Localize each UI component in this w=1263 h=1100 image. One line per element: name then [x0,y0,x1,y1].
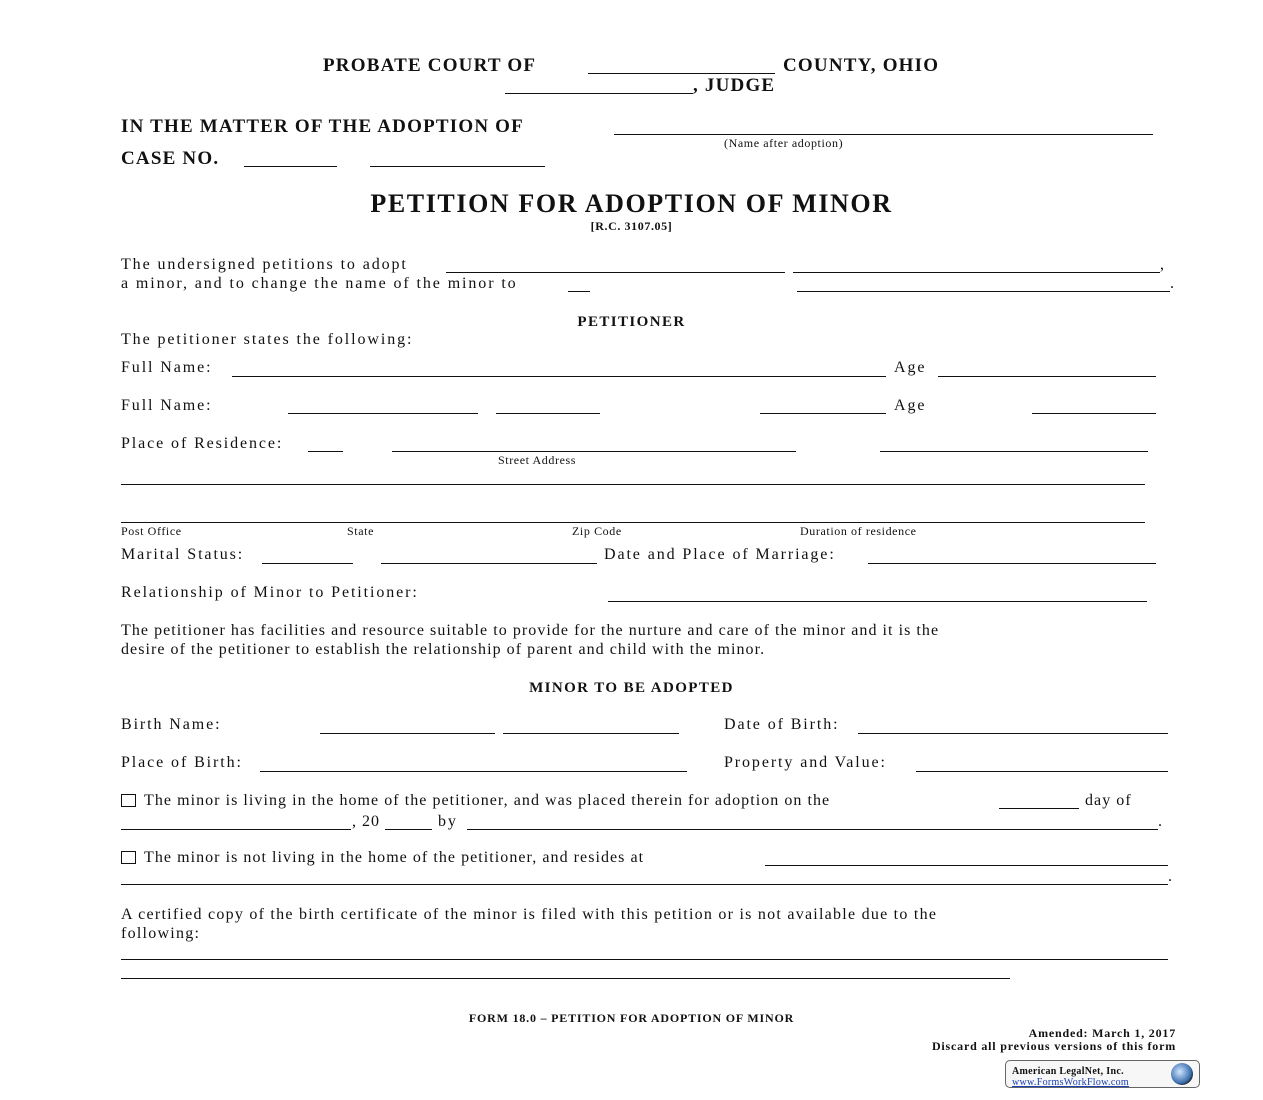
certificate-text-1: A certified copy of the birth certificate of the minor is filed with this petition or is not available due to the [121,906,938,923]
full-name-label-1: Full Name: [121,359,213,376]
logo-url-link[interactable]: www.FormsWorkFlow.com [1012,1077,1129,1088]
zip-caption: Zip Code [572,524,622,538]
matter-label: IN THE MATTER OF THE ADOPTION OF [121,116,524,137]
facilities-paragraph-1: The petitioner has facilities and resource suitable to provide for the nurture and care of the minor and it is the [121,622,940,639]
year-prefix: , 20 [352,813,380,830]
intro-line-1: The undersigned petitions to adopt [121,256,408,273]
pob-label: Place of Birth: [121,754,243,771]
placement-month-field[interactable] [121,829,351,830]
period-3: . [1168,868,1174,885]
age-label-1: Age [894,359,927,376]
not-living-text: The minor is not living in the home of the petitioner, and resides at [144,849,645,866]
dob-label: Date of Birth: [724,716,840,733]
marital-status-field-2[interactable] [381,563,597,564]
petitioner-heading: PETITIONER [577,314,686,330]
age-field-2[interactable] [1032,413,1156,414]
statute-reference: [R.C. 3107.05] [590,219,673,233]
intro-line-2: a minor, and to change the name of the minor to [121,275,518,292]
marriage-field[interactable] [868,563,1156,564]
resides-at-field-1[interactable] [765,865,1168,866]
placed-by-field[interactable] [467,829,1158,830]
relationship-label: Relationship of Minor to Petitioner: [121,584,419,601]
marital-status-field-1[interactable] [262,563,353,564]
birth-name-field-2[interactable] [503,733,679,734]
case-no-field-1[interactable] [244,166,337,167]
property-field[interactable] [916,771,1168,772]
amended-date: Amended: March 1, 2017 [1028,1026,1176,1040]
full-name-field-1[interactable] [232,376,886,377]
marital-status-label: Marital Status: [121,546,245,563]
certificate-text-2: following: [121,925,201,942]
minor-name-field-1[interactable] [446,272,785,273]
period-2: . [1158,813,1164,830]
case-no-field-2[interactable] [370,166,545,167]
minor-heading: MINOR TO BE ADOPTED [529,680,734,696]
new-name-field-1[interactable] [568,291,590,292]
minor-name-field-2[interactable] [793,272,1160,273]
state-caption: State [347,524,374,538]
relationship-field[interactable] [608,601,1147,602]
certificate-reason-field-1[interactable] [121,959,1168,960]
residence-field-line-3[interactable] [121,522,1145,523]
court-label: PROBATE COURT OF [323,55,537,76]
living-checkbox[interactable] [121,794,136,807]
americanlegalnet-logo[interactable] [1005,1060,1200,1088]
full-name-field-2c[interactable] [760,413,886,414]
age-field-1[interactable] [938,376,1156,377]
living-text: The minor is living in the home of the petitioner, and was placed therein for adoption on the [144,792,831,809]
dob-field[interactable] [858,733,1168,734]
adoptee-name-field[interactable] [614,134,1153,135]
new-name-field-2[interactable] [797,291,1170,292]
logo-company: American LegalNet, Inc. [1012,1066,1124,1077]
residence-field-line-2[interactable] [121,484,1145,485]
birth-name-field-1[interactable] [320,733,495,734]
marriage-label: Date and Place of Marriage: [604,546,836,563]
certificate-reason-field-2[interactable] [121,978,1010,979]
globe-icon [1171,1063,1193,1085]
comma: , [1160,256,1166,273]
residence-label: Place of Residence: [121,435,284,452]
name-after-adoption-caption: (Name after adoption) [724,136,844,150]
residence-field-3[interactable] [880,451,1148,452]
street-address-caption: Street Address [498,453,577,467]
day-of-label: day of [1085,792,1132,809]
judge-field[interactable] [505,93,693,94]
period: . [1170,275,1176,292]
age-label-2: Age [894,397,927,414]
discard-notice: Discard all previous versions of this form [931,1039,1176,1053]
placement-year-field[interactable] [385,829,432,830]
full-name-field-2a[interactable] [288,413,478,414]
property-label: Property and Value: [724,754,887,771]
page-title: PETITION FOR ADOPTION OF MINOR [370,189,893,218]
full-name-field-2b[interactable] [496,413,600,414]
post-office-caption: Post Office [121,524,182,538]
birth-name-label: Birth Name: [121,716,222,733]
county-label: COUNTY, OHIO [783,55,940,76]
residence-field-1[interactable] [308,451,343,452]
duration-caption: Duration of residence [800,524,917,538]
petitioner-states: The petitioner states the following: [121,331,414,348]
street-address-field[interactable] [392,451,796,452]
form-footer: FORM 18.0 – PETITION FOR ADOPTION OF MINOR [468,1011,795,1025]
placement-day-field[interactable] [999,808,1079,809]
case-no-label: CASE NO. [121,148,220,169]
judge-label: , JUDGE [693,75,776,96]
not-living-checkbox[interactable] [121,851,136,864]
by-label: by [438,813,458,830]
full-name-label-2: Full Name: [121,397,213,414]
county-field[interactable] [588,73,775,74]
pob-field[interactable] [260,771,687,772]
resides-at-field-2[interactable] [121,884,1168,885]
facilities-paragraph-2: desire of the petitioner to establish the relationship of parent and child with the minor. [121,641,766,658]
